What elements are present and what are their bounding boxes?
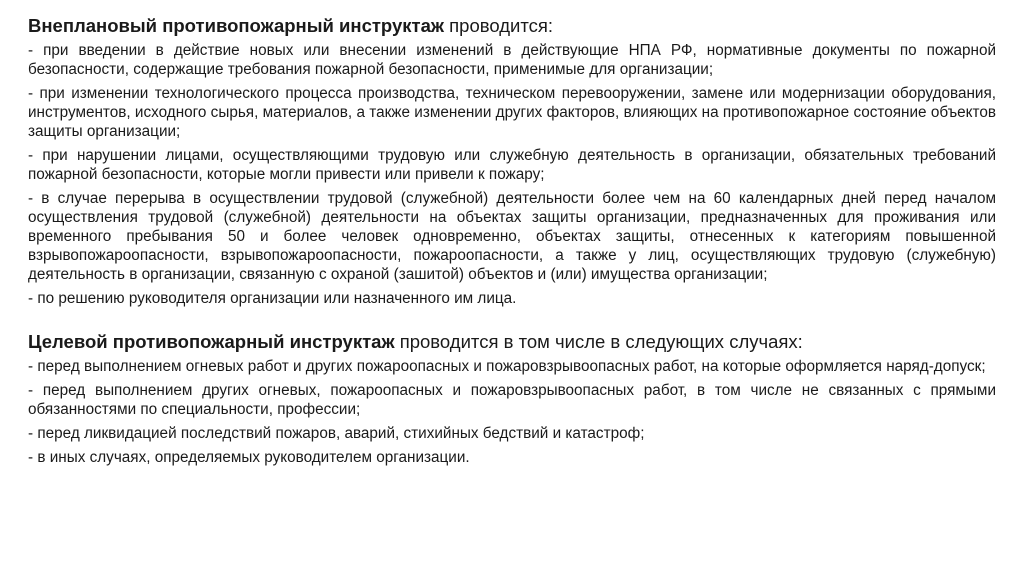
section-heading [28,330,996,354]
list-item: - по решению руководителя организации или назначенного им лица. [28,290,517,307]
list-item: - при изменении технологического процесса производства, техническом перевооружении, замене или модернизации оборудования, инструментов, исходного сырья, материалов, а также изменении других факторов, влияющих на противопожарное состояние объектов защиты организации; [28,85,996,140]
list-item: - при введении в действие новых или внесении изменений в действующие НПА РФ, нормативные документы по пожарной безопасности, содержащие требования пожарной безопасности, применимые для организации; [28,42,996,78]
list-item: - при нарушении лицами, осуществляющими трудовую или служебную деятельность в организации, обязательных требований пожарной безопасности, которые могли привести или привели к пожару; [28,147,996,183]
heading-rest: проводится в том числе в следующих случаях: [394,331,803,352]
list-item: - перед ликвидацией последствий пожаров, аварий, стихийных бедствий и катастроф; [28,425,645,442]
list-item: - перед выполнением огневых работ и других пожароопасных и пожаровзрывоопасных работ, на которые оформляется наряд-допуск; [28,358,986,375]
list-item: - в иных случаях, определяемых руководителем организации. [28,449,470,466]
section-targeted-briefing [28,330,996,467]
section-unscheduled-briefing [28,14,996,308]
list-item: - перед выполнением других огневых, пожароопасных и пожаровзрывоопасных работ, в том числе не связанных с прямыми обязанностями по специальности, профессии; [28,382,996,418]
heading-rest: проводится: [444,15,554,36]
list-item: - в случае перерыва в осуществлении трудовой (служебной) деятельности более чем на 60 календарных дней перед началом осуществления трудовой (служебной) деятельности на объектах защиты организации, предназначенных для проживания или временного пребывания 50 и более человек одновременно, объектах защиты, отнесенных к категориям повышенной взрывопожароопасности, взрывопожароопасности, пожароопасности, а также у лиц, осуществляющих трудовую (служебную) деятельность в организации, связанную с охраной (зашитой) объектов и (или) имущества организации; [28,190,996,283]
section-heading [28,14,996,38]
heading-bold: Целевой противопожарный инструктаж [28,331,395,352]
heading-bold: Внеплановый противопожарный инструктаж [28,15,444,36]
